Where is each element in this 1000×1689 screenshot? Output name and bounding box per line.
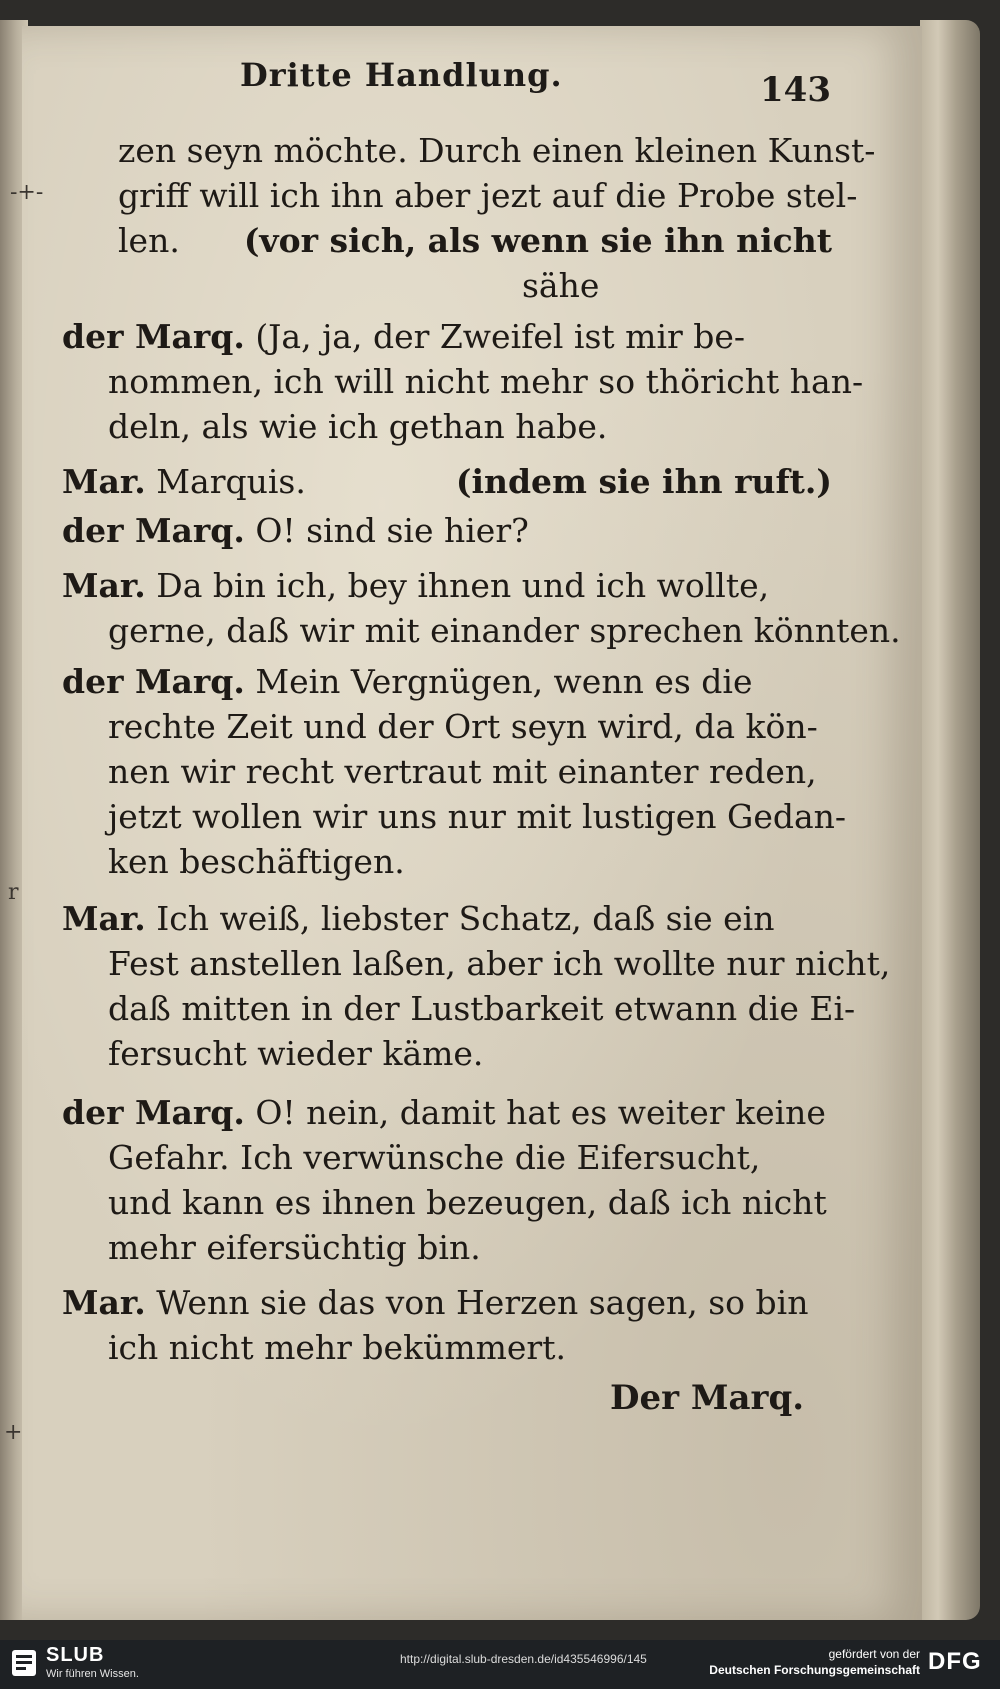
page-header (240, 52, 840, 108)
margin-mark: -+- (10, 180, 44, 205)
text-line: fersucht wieder käme. (108, 1034, 484, 1073)
play-text (62, 128, 901, 1370)
speaker-name: der Marq. (62, 511, 245, 550)
text-line (62, 1090, 832, 1135)
document-url[interactable]: http://digital.slub-dresden.de/id435546996/145 (400, 1652, 647, 1666)
text-fragment: Da bin ich, bey ihnen und ich wollte, (156, 566, 770, 605)
text-line (62, 459, 832, 504)
viewer-footer (0, 1640, 1000, 1689)
speech-marquis (62, 659, 847, 884)
text-line (62, 896, 832, 941)
text-fragment: O! nein, damit hat es weiter keine (255, 1093, 826, 1132)
text-line: daß mitten in der Lustbarkeit etwann die Ei- (108, 989, 856, 1028)
page-number: 143 (760, 70, 831, 110)
text-fragment: Wenn sie das von Herzen sagen, so bin (156, 1283, 809, 1322)
speaker-name: Mar. (62, 1283, 146, 1322)
text-line (62, 508, 832, 553)
margin-mark: r (8, 880, 19, 905)
text-fragment: len. (118, 221, 180, 260)
speech-marquis (62, 508, 832, 553)
speech-mar (62, 896, 891, 1076)
running-title: Dritte Handlung. (240, 56, 563, 94)
text-fragment: Marquis. (156, 462, 306, 501)
speaker-name: Mar. (62, 899, 146, 938)
stage-direction: (vor sich, als wenn sie ihn nicht (243, 221, 832, 260)
catchword: Der Marq. (610, 1378, 805, 1418)
speech-mar (62, 563, 901, 653)
text-line: deln, als wie ich gethan habe. (108, 407, 608, 446)
text-line: griff will ich ihn aber jezt auf die Probe stel- (118, 176, 858, 215)
text-fragment: Ich weiß, liebster Schatz, daß sie ein (156, 899, 775, 938)
text-fragment: Mein Vergnügen, wenn es die (255, 662, 753, 701)
text-line: zen seyn möchte. Durch einen kleinen Kunst- (118, 131, 876, 170)
slub-tagline: Wir führen Wissen. (46, 1668, 139, 1680)
speech-marquis (62, 314, 864, 449)
margin-mark: + (4, 1420, 23, 1445)
text-line: nommen, ich will nicht mehr so thöricht han- (108, 362, 864, 401)
text-fragment: O! sind sie hier? (255, 511, 529, 550)
text-line: jetzt wollen wir uns nur mit lustigen Gedan- (108, 797, 847, 836)
speaker-name: der Marq. (62, 662, 245, 701)
text-line: rechte Zeit und der Ort seyn wird, da kön- (108, 707, 818, 746)
funder-line: gefördert von der (828, 1647, 920, 1661)
funder-name: Deutschen Forschungsgemeinschaft (709, 1663, 920, 1677)
speaker-name: Mar. (62, 462, 146, 501)
slub-name: SLUB (46, 1644, 105, 1666)
dfg-logo: DFG (928, 1648, 982, 1675)
text-line: ken beschäftigen. (108, 842, 405, 881)
text-line (62, 563, 832, 608)
speaker-name: der Marq. (62, 317, 245, 356)
continued-speech (62, 128, 876, 308)
speech-mar (62, 459, 832, 504)
speech-marquis (62, 1090, 832, 1270)
text-line: und kann es ihnen bezeugen, daß ich nicht (108, 1183, 827, 1222)
text-line: Fest anstellen laßen, aber ich wollte nur nicht, (108, 944, 891, 983)
slub-logo-icon (10, 1648, 38, 1678)
funder-line (690, 1662, 920, 1678)
page-stack-edge (920, 20, 980, 1620)
text-line (62, 659, 832, 704)
funder-credit (690, 1646, 920, 1678)
text-line: Gefahr. Ich verwünsche die Eifersucht, (108, 1138, 761, 1177)
text-line: ich nicht mehr bekümmert. (108, 1328, 566, 1367)
text-line: mehr eifersüchtig bin. (108, 1228, 481, 1267)
text-line: gerne, daß wir mit einander sprechen könnten. (108, 611, 901, 650)
speaker-name: der Marq. (62, 1093, 245, 1132)
speech-mar (62, 1280, 832, 1370)
stage-direction: sähe (522, 266, 600, 305)
text-line (62, 1280, 832, 1325)
stage-direction: (indem sie ihn ruft.) (455, 462, 832, 501)
speaker-name: Mar. (62, 566, 146, 605)
text-line: nen wir recht vertraut mit einanter reden, (108, 752, 817, 791)
text-fragment: (Ja, ja, der Zweifel ist mir be- (255, 317, 746, 356)
text-line (62, 314, 832, 359)
text-line (62, 218, 832, 263)
